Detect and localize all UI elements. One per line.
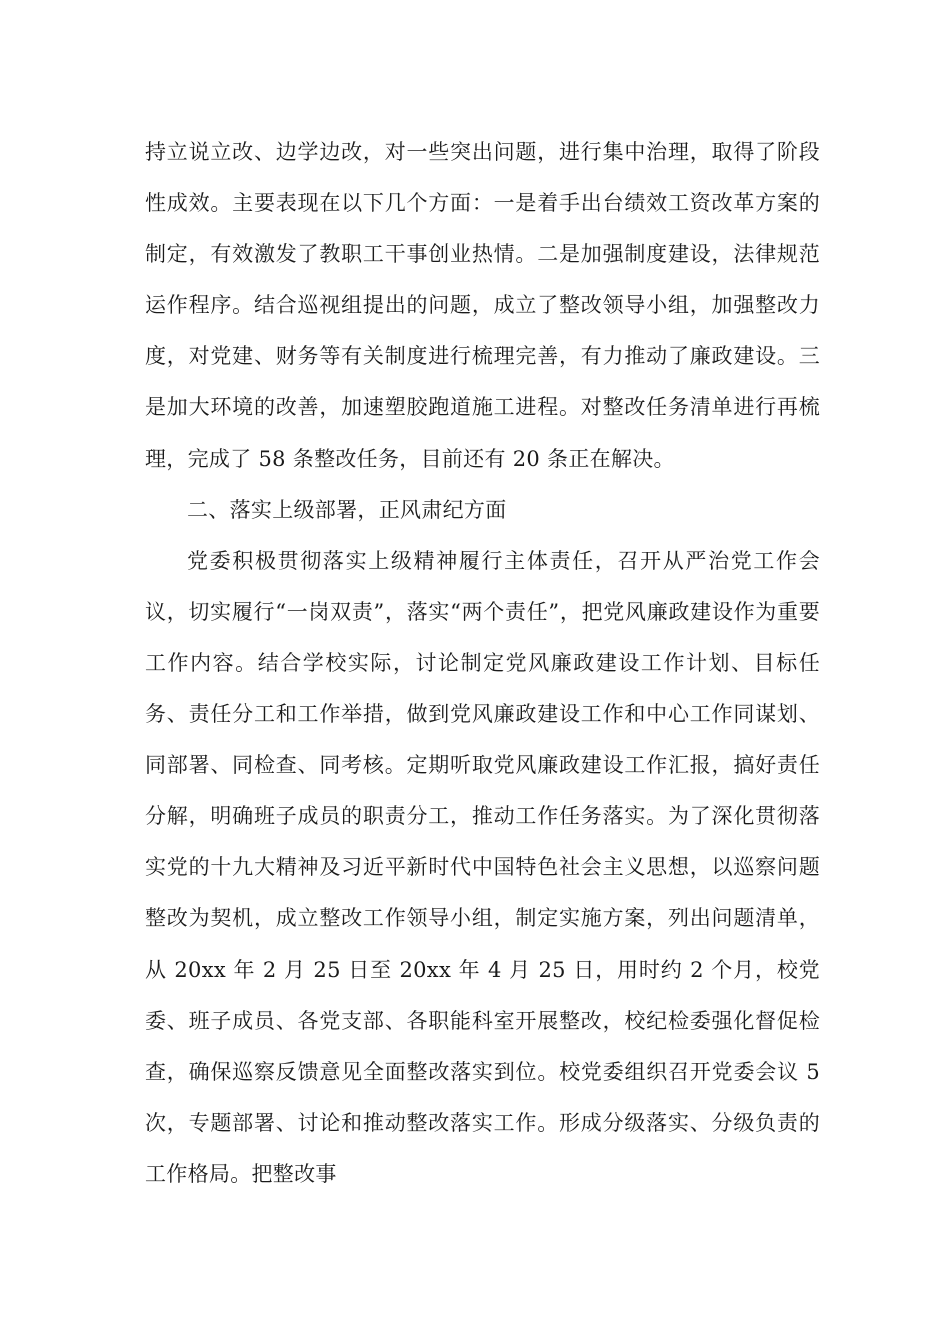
paragraph-continued: 持立说立改、边学边改，对一些突出问题，进行集中治理，取得了阶段性成效。主要表现在以下几个方面：一是着手出台绩效工资改革方案的制定，有效激发了教职工干事创业热情。二是加强制度建设，法律规范运作程序。结合巡视组提出的问题，成立了整改领导小组，加强整改力度，对党建、财务等有关制度进行梳理完善，有力推动了廉政建设。三是加大环境的改善，加速塑胶跑道施工进程。对整改任务清单进行再梳理，完成了 58 条整改任务，目前还有 20 条正在解决。 bbox=[145, 140, 820, 471]
section-heading: 二、落实上级部署，正风肃纪方面 bbox=[187, 497, 507, 522]
document-body bbox=[145, 127, 820, 1200]
paragraph-main: 党委积极贯彻落实上级精神履行主体责任，召开从严治党工作会议，切实履行“一岗双责”，落实“两个责任”，把党风廉政建设作为重要工作内容。结合学校实际，讨论制定党风廉政建设工作计划、目标任务、责任分工和工作举措，做到党风廉政建设工作和中心工作同谋划、同部署、同检查、同考核。定期听取党风廉政建设工作汇报，搞好责任分解，明确班子成员的职责分工，推动工作任务落实。为了深化贯彻落实党的十九大精神及习近平新时代中国特色社会主义思想，以巡察问题整改为契机，成立整改工作领导小组，制定实施方案，列出问题清单，从 20xx 年 2 月 25 日至 20xx 年 4 月 25 日，用时约 2 个月，校党委、班子成员、各党支部、各职能科室开展整改，校纪检委强化督促检查，确保巡察反馈意见全面整改落实到位。校党委组织召开党委会议 5 次，专题部署、讨论和推动整改落实工作。形成分级落实、分级负责的工作格局。把整改事 bbox=[145, 548, 820, 1186]
